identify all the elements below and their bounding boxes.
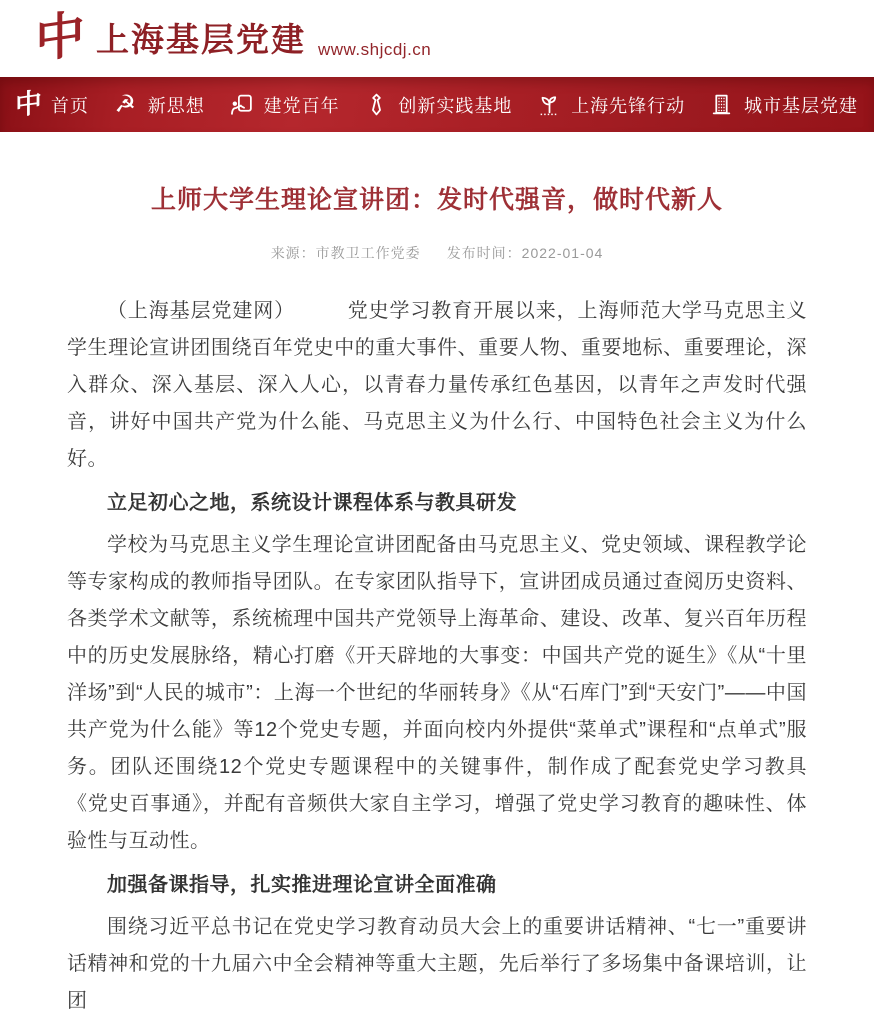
oath-board-icon (229, 92, 255, 118)
nav-item-4[interactable] (363, 92, 512, 118)
article-page (0, 180, 874, 1020)
nav-list (0, 77, 874, 132)
party-emblem-icon: ☭ (114, 90, 138, 118)
nav-item-2[interactable] (113, 92, 205, 118)
article-paragraph: 学校为马克思主义学生理论宣讲团配备由马克思主义、党史领域、课程教学论等专家构成的教师指导团队。在专家团队指导下，宣讲团成员通过查阅历史资料、各类学术文献等，系统梳理中国共产党领导上海革命、建设、改革、复兴百年历程中的历史发展脉络，精心打磨《开天辟地的大事变：中国共产党的诞生》《从“十里洋场”到“人民的城市”：上海一个世纪的华丽转身》《从“石库门”到“天安门”——中国共产党为什么能》等12个党史专题，并面向校内外提供“菜单式”课程和“点单式”服务。团队还围绕12个党史专题课程中的关键事件，制作成了配套党史学习教具《党史百事通》，并配有音频供大家自主学习，增强了党史学习教育的趣味性、体验性与互动性。 (67, 534, 807, 852)
article-paragraph: （上海基层党建网） 党史学习教育开展以来，上海师范大学马克思主义学生理论宣讲团围绕百年党史中的重大事件、重要人物、重要地标、重要理论，深入群众、深入基层、深入人心，以青春力量传承红色基因，以青年之声发时代强音，讲好中国共产党为什么能、马克思主义为什么行、中国特色社会主义为什么好。 (67, 300, 807, 470)
logo-glyph: 中 (35, 3, 85, 70)
nav-item-5[interactable] (536, 92, 685, 118)
sprout-icon (536, 92, 562, 118)
article-title: 上师大学生理论宣讲团：发时代强音，做时代新人 (150, 186, 723, 214)
nav-item-3[interactable] (229, 92, 340, 118)
article-subheading: 加强备课指导，扎实推进理论宣讲全面准确 (107, 874, 497, 896)
nav-item-label: 创新实践基地 (398, 95, 513, 116)
nav-item-label: 城市基层党建 (743, 95, 858, 116)
site-header (0, 0, 874, 74)
article-publish-time: 发布时间：2022-01-04 (446, 245, 604, 261)
article-source: 来源：市教卫工作党委 (270, 245, 421, 261)
nav-item-label: 新思想 (147, 95, 205, 116)
building-icon (709, 92, 735, 118)
nav-item-label: 首页 (51, 95, 89, 116)
site-logo-icon[interactable] (34, 3, 86, 70)
site-brand[interactable]: 上海基层党建 (96, 20, 306, 58)
site-logo-icon: 中 (15, 86, 43, 123)
nav-item-6[interactable] (709, 92, 858, 118)
nav-item-label: 上海先锋行动 (571, 95, 686, 116)
site-url: www.shjcdj.cn (318, 40, 432, 59)
tie-icon (363, 92, 389, 118)
article-subheading: 立足初心之地，系统设计课程体系与教具研发 (107, 492, 517, 514)
article-paragraph: 围绕习近平总书记在党史学习教育动员大会上的重要讲话精神、“七一”重要讲话精神和党的十九届六中全会精神等重大主题，先后举行了多场集中备课培训，让团 (67, 916, 807, 1012)
nav-item-label: 建党百年 (263, 95, 340, 116)
article-meta (0, 243, 874, 263)
main-nav (0, 77, 874, 132)
nav-item-1[interactable] (15, 86, 89, 123)
article-body (67, 293, 807, 1020)
